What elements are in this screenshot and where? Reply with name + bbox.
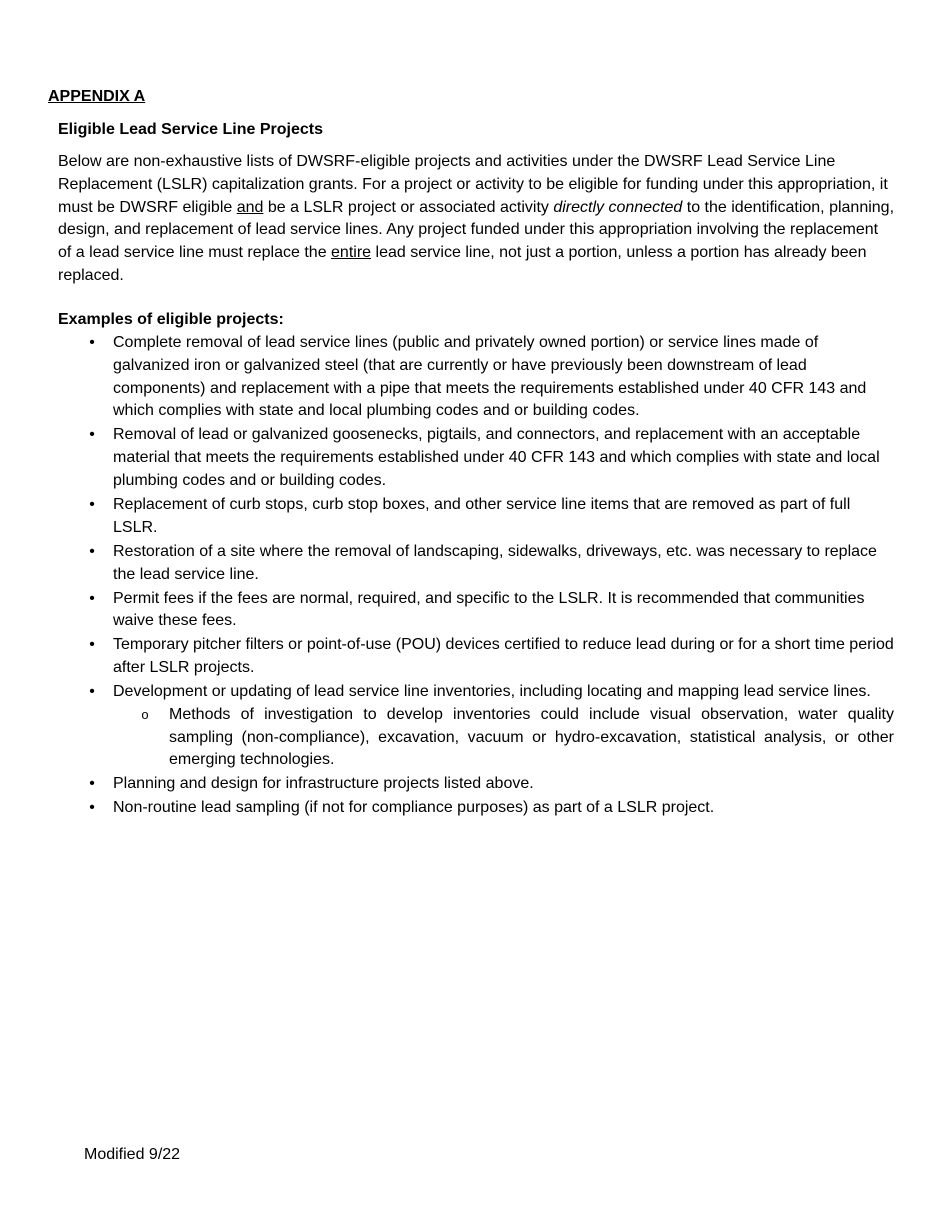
list-item-text: Replacement of curb stops, curb stop boxes, and other service line items that are removed as part of full LSLR. <box>113 495 851 536</box>
list-item <box>58 797 894 820</box>
bullet-icon: • <box>89 495 95 513</box>
bullet-icon: • <box>89 334 95 351</box>
sub-list-item-text: Methods of investigation to develop inventories could include visual observation, water quality sampling (non-compliance), excavation, vacuum or hydro-excavation, statistical analysis, or other emerging technologies. <box>169 705 894 769</box>
appendix-title: APPENDIX A <box>48 88 146 105</box>
intro-text-4: lead service line, not just a portion, unless a portion has already been replaced. <box>58 244 867 284</box>
bullet-icon: • <box>89 542 95 560</box>
bullet-icon: • <box>89 426 95 444</box>
hollow-bullet-icon: o <box>141 706 149 722</box>
list-item <box>58 332 894 423</box>
inventory-methods-sublist <box>113 704 894 772</box>
bullet-icon: • <box>89 589 95 607</box>
intro-underlined-and: and <box>236 198 264 216</box>
list-item-text: Planning and design for infrastructure projects listed above. <box>113 775 534 793</box>
list-item <box>58 588 894 634</box>
list-item-text: Complete removal of lead service lines (public and privately owned portion) or service lines made of galvanized iron or galvanized steel (that are currently or have previously been downstream of lead components) and replacement with a pipe that meets the requirements established under 40 CFR 143 and which complies with state and local plumbing codes and or building codes. <box>113 334 867 420</box>
intro-underlined-entire: entire <box>331 244 372 262</box>
list-item <box>58 681 894 772</box>
intro-italic-directly-connected: directly connected <box>553 198 683 216</box>
bullet-icon: • <box>89 799 95 817</box>
list-item <box>58 773 894 796</box>
bullet-icon: • <box>89 636 95 654</box>
list-item <box>58 424 894 492</box>
list-item-text: Development or updating of lead service line inventories, including locating and mapping lead service lines. <box>113 683 871 701</box>
examples-heading: Examples of eligible projects: <box>58 311 284 328</box>
section-title: Eligible Lead Service Line Projects <box>58 121 323 138</box>
list-item-text: Restoration of a site where the removal of landscaping, sidewalks, driveways, etc. was necessary to replace the lead service line. <box>113 542 877 583</box>
list-item-text: Removal of lead or galvanized goosenecks, pigtails, and connectors, and replacement with an acceptable material that meets the requirements established under 40 CFR 143 and which complies with state and local plumbing codes and or building codes. <box>113 426 880 489</box>
eligible-projects-list <box>58 332 894 821</box>
intro-text-1: Below are non-exhaustive lists of DWSRF-eligible projects and activities under the DWSRF Lead Service Line Replacement (LSLR) capitalization grants. For a project or activity to be eligible for funding under this appropriation, it must be DWSRF eligible <box>58 153 888 216</box>
list-item-text: Permit fees if the fees are normal, required, and specific to the LSLR. It is recommended that communities waive these fees. <box>113 589 865 630</box>
list-item <box>58 494 894 540</box>
sub-list-item <box>113 704 894 772</box>
list-item-text: Non-routine lead sampling (if not for compliance purposes) as part of a LSLR project. <box>113 799 715 817</box>
intro-paragraph <box>58 151 894 288</box>
bullet-icon: • <box>89 775 95 793</box>
list-item <box>58 541 894 587</box>
intro-text-3: to the identification, planning, design, and replacement of lead service lines. Any project funded under this appropriation involving the replacement of a lead service line must replace the <box>58 198 895 262</box>
bullet-icon: • <box>89 683 95 701</box>
list-item <box>58 634 894 680</box>
intro-text-2: be a LSLR project or associated activity <box>263 198 554 216</box>
footer-modified-date: Modified 9/22 <box>84 1146 181 1163</box>
list-item-text: Temporary pitcher filters or point-of-use (POU) devices certified to reduce lead during or for a short time period after LSLR projects. <box>113 636 894 677</box>
